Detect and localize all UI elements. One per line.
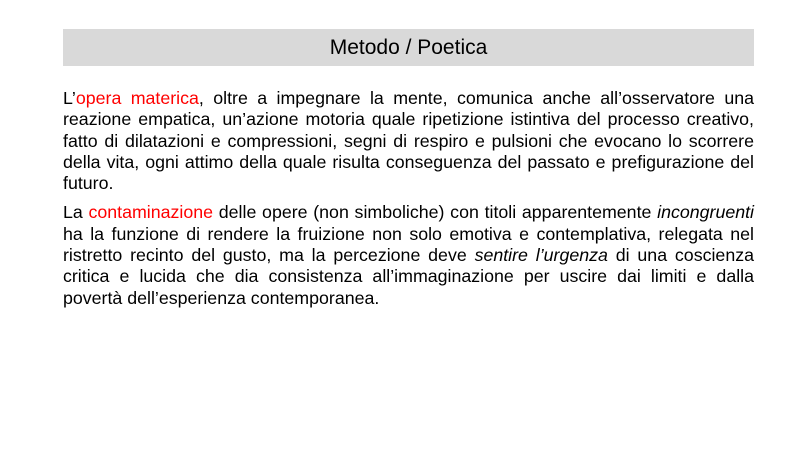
paragraph-2-text-end: di una coscienza critica e lucida che dia consistenza all’immaginazione per uscire dai limiti e dalla povertà dell’esperienza contemporanea. bbox=[63, 245, 754, 308]
paragraph-1-text-rest: , oltre a impegnare la mente, comunica anche all’osservatore una reazione empatica, un’azione motoria quale ripetizione istintiva del processo creativo, fatto di dilatazioni e compressioni, segni di respiro e pulsioni che evocano lo scorrere della vita, ogni attimo della quale risulta conseguenza del passato e prefigurazione del futuro. bbox=[63, 88, 754, 194]
highlight-contaminazione: contaminazione bbox=[88, 202, 214, 223]
paragraph-opera-materica bbox=[63, 88, 754, 194]
paragraph-1-text-start: L’ bbox=[63, 88, 76, 108]
highlight-opera-materica: opera materica bbox=[75, 88, 199, 108]
title-bar bbox=[63, 29, 754, 66]
paragraph-2-text-part-2: delle opere (non simboliche) con titoli apparentemente bbox=[213, 202, 658, 223]
paragraph-2-text-start: La bbox=[63, 202, 89, 223]
paragraph-contaminazione bbox=[63, 202, 754, 308]
slide-body bbox=[63, 88, 754, 309]
slide-title: Metodo / Poetica bbox=[329, 36, 488, 59]
paragraph-2-text-part-4: ha la funzione di rendere la fruizione non solo emotiva e contemplativa, relegata nel ristretto recinto del gusto, ma la percezione deve bbox=[63, 223, 754, 266]
italic-incongruenti: incongruenti bbox=[657, 202, 755, 223]
italic-sentire-urgenza: sentire l’urgenza bbox=[474, 245, 608, 266]
